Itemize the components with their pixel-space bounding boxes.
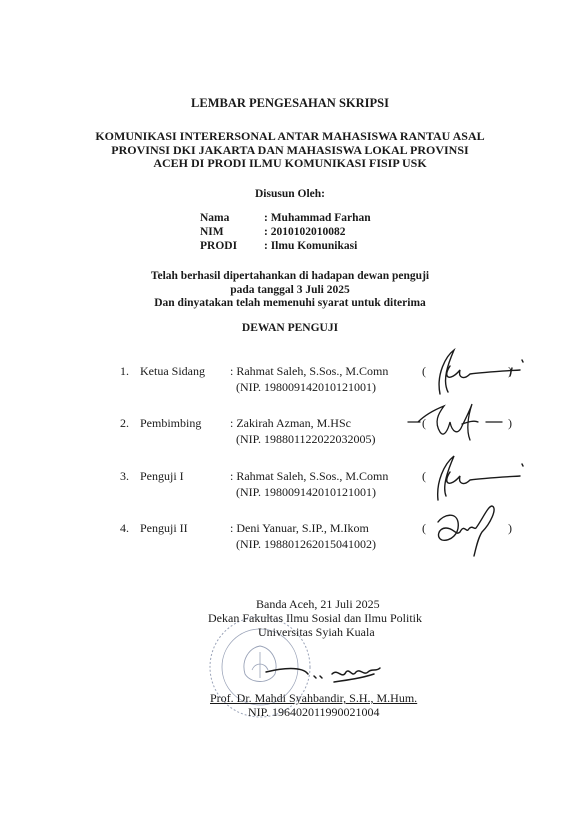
statement-line: pada tanggal 3 Juli 2025	[230, 283, 350, 296]
examiner-nip: (NIP. 198801262015041002)	[236, 537, 376, 551]
student-nim-label: NIM	[200, 226, 224, 238]
examiner-role: Pembimbing	[140, 416, 202, 430]
examiner-role: Penguji II	[140, 521, 188, 535]
examiner-number: 2.	[120, 416, 129, 430]
thesis-title-line: ACEH DI PRODI ILMU KOMUNIKASI FISIP USK	[153, 156, 427, 170]
student-prodi-label: PRODI	[200, 240, 238, 252]
thesis-title-line: KOMUNIKASI INTERERSONAL ANTAR MAHASISWA RANTAU ASAL	[95, 129, 485, 143]
student-prodi-value: : Ilmu Komunikasi	[264, 240, 358, 252]
signature-paren-open: (	[422, 416, 426, 430]
statement-line: Telah berhasil dipertahankan di hadapan dewan penguji	[150, 270, 430, 282]
student-name-label: Nama	[200, 212, 230, 224]
signing-place-date: Banda Aceh, 21 Juli 2025	[256, 597, 380, 611]
thesis-title-line: PROVINSI DKI JAKARTA DAN MAHASISWA LOKAL PROVINSI	[111, 142, 469, 157]
university-name: Universitas Syiah Kuala	[258, 625, 375, 639]
examiner-name: : Deni Yanuar, S.IP., M.Ikom	[230, 521, 369, 535]
dean-name: Prof. Dr. Mahdi Syahbandir, S.H., M.Hum.	[210, 691, 418, 705]
examiner-nip: (NIP. 198009142010121001)	[236, 485, 376, 499]
student-nim-value: : 2010102010082	[264, 226, 346, 238]
examiner-name: : Zakirah Azman, M.HSc	[230, 416, 351, 430]
signature-paren-close: )	[508, 416, 512, 430]
document-title: LEMBAR PENGESAHAN SKRIPSI	[191, 96, 389, 110]
authored-by-label: Disusun Oleh:	[255, 188, 325, 200]
dean-signature	[262, 660, 392, 690]
examiner-signature-2	[404, 396, 514, 450]
examiner-nip: (NIP. 198801122022032005)	[236, 432, 376, 446]
signature-paren-open: (	[422, 364, 426, 378]
defense-statement	[0, 270, 580, 311]
thesis-title	[0, 130, 580, 171]
examiner-number: 4.	[120, 521, 129, 535]
examiner-number: 3.	[120, 469, 129, 483]
statement-line: Dan dinyatakan telah memenuhi syarat untuk diterima	[154, 297, 426, 309]
examiner-signature-3	[428, 450, 528, 506]
signature-paren-open: (	[422, 469, 426, 483]
examiner-signature-1	[428, 344, 528, 404]
board-heading: DEWAN PENGUJI	[241, 322, 339, 334]
examiner-nip: (NIP. 198009142010121001)	[236, 380, 376, 394]
examiner-role: Ketua Sidang	[140, 364, 205, 378]
student-name-value: : Muhammad Farhan	[264, 212, 371, 224]
signature-paren-open: (	[422, 521, 426, 535]
examiner-name: : Rahmat Saleh, S.Sos., M.Comn	[230, 364, 389, 378]
examiner-number: 1.	[120, 364, 129, 378]
dean-nip: NIP. 196402011990021004	[248, 705, 380, 719]
examiner-signature-4	[432, 500, 502, 560]
examiner-role: Penguji I	[140, 469, 184, 483]
signature-paren-close: )	[508, 521, 512, 535]
dean-position: Dekan Fakultas Ilmu Sosial dan Ilmu Politik	[208, 611, 422, 625]
signature-paren-close: )	[508, 364, 512, 378]
examiner-name: : Rahmat Saleh, S.Sos., M.Comn	[230, 469, 389, 483]
